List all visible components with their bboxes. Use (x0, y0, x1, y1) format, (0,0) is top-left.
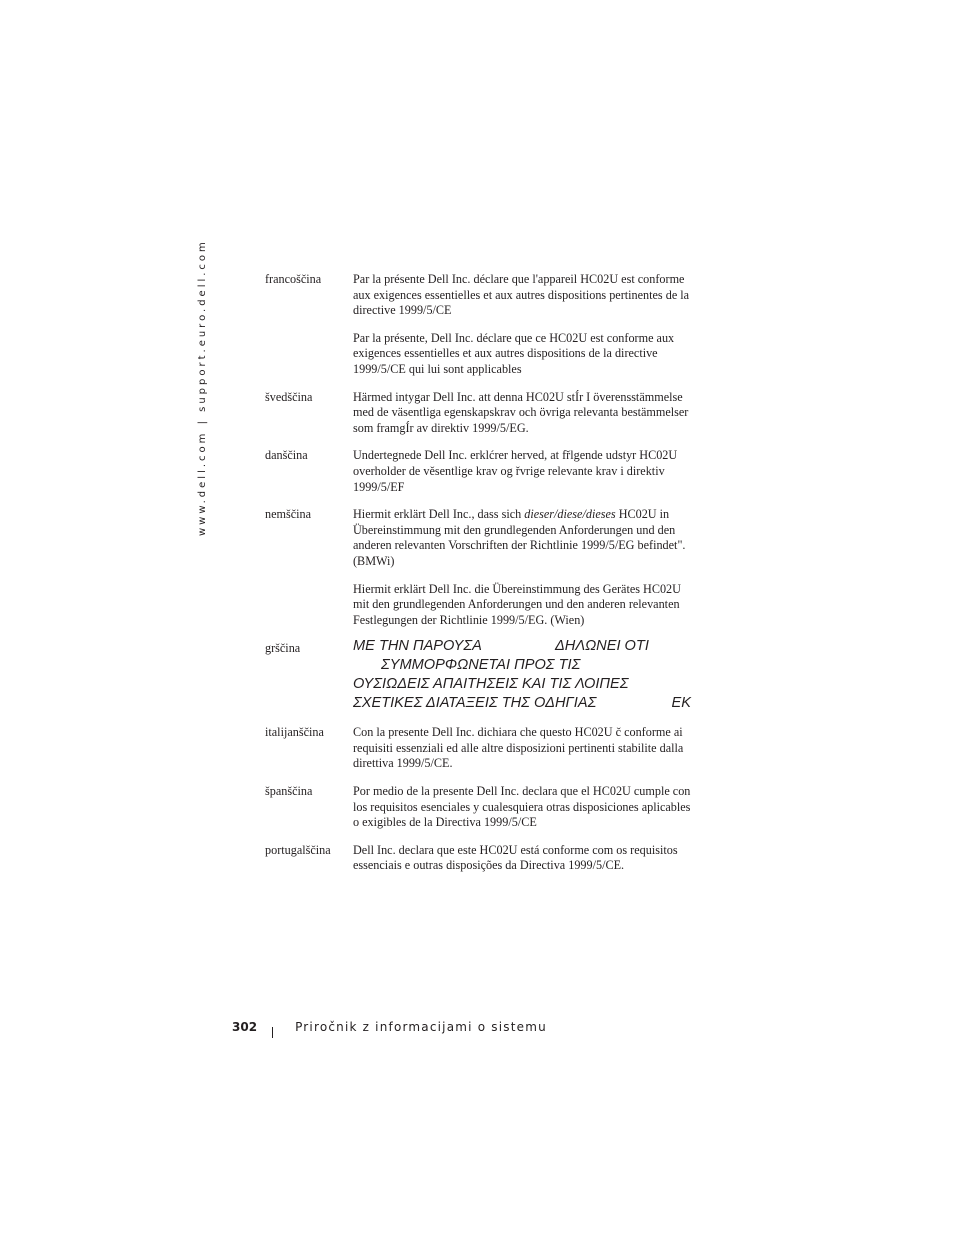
page-number: 302 (232, 1020, 258, 1034)
declaration-row-swedish (265, 390, 695, 449)
declaration-text: Por medio de la presente Dell Inc. declara que el HC02U cumple con los requisitos esenciales y cualesquiera otras disposiciones aplicables o exigibles de la Directiva 1999/5/CE (353, 784, 691, 830)
greek-fragment: ΔΗΛΩΝΕΙ ΟΤΙ (555, 638, 649, 655)
language-label: švedščina (265, 389, 313, 404)
greek-line (353, 656, 695, 675)
declaration-row-german (265, 507, 695, 640)
declaration-row-spanish (265, 784, 695, 843)
declaration-texts (353, 784, 695, 843)
text-after: HC02U in Übereinstimmung mit den grundlegenden Anforderungen und den anderen relevanten Vorschriften der Richtlinie 1999/5/EG befindet". (BMWi) (353, 507, 686, 568)
greek-line (353, 675, 695, 694)
declaration-text (353, 507, 695, 569)
declaration-text: Dell Inc. declara que este HC02U está conforme com os requisitos essenciais e outras disposições da Directiva 1999/5/CE. (353, 842, 678, 873)
declaration-texts (353, 725, 695, 784)
declaration-row-italian (265, 725, 695, 784)
declaration-text-greek (353, 637, 695, 713)
greek-fragment: ΣΧΕΤΙΚΕΣ ΔΙΑΤΑΞΕΙΣ ΤΗΣ ΟΔΗΓΙΑΣ (353, 695, 597, 712)
side-url: www.dell.com | support.euro.dell.com (197, 239, 208, 536)
greek-fragment: ΕΚ (671, 695, 691, 712)
greek-fragment: ΜΕ ΤΗΝ ΠΑΡΟΥΣΑ (353, 638, 482, 655)
declaration-row-danish (265, 448, 695, 507)
declaration-row-greek (265, 638, 695, 717)
language-label: grščina (265, 641, 301, 656)
language-label: danščina (265, 448, 308, 463)
language-label: nemščina (265, 507, 312, 522)
page-footer (232, 1020, 547, 1038)
declaration-row-french (265, 272, 695, 390)
declaration-texts (353, 272, 695, 390)
declaration-text: Par la présente, Dell Inc. déclare que ce HC02U est conforme aux exigences essentielles et aux autres dispositions de la directive 1999/5/CE qui lui sont applicables (353, 330, 675, 376)
footer-divider (272, 1027, 273, 1038)
declaration-text: Hiermit erklärt Dell Inc. die Übereinstimmung des Gerätes HC02U mit den grundlegenden Anforderungen und den anderen relevanten Festlegungen der Richtlinie 1999/5/EG. (Wien) (353, 581, 681, 627)
declaration-text: Con la presente Dell Inc. dichiara che questo HC02U č conforme ai requisiti essenziali ed alle altre disposizioni pertinenti stabilite dalla direttiva 1999/5/CE. (353, 725, 684, 771)
language-label: francoščina (265, 272, 322, 286)
declaration-texts (353, 507, 695, 640)
greek-fragment: ΣΥΜΜΟΡΦΩΝΕΤΑΙ ΠΡΟΣ ΤΙΣ (381, 657, 581, 674)
text-italic: dieser/diese/dieses (524, 507, 616, 522)
declarations-table (265, 272, 695, 886)
declaration-row-portuguese (265, 843, 695, 886)
declaration-texts (353, 390, 695, 449)
declaration-text: Undertegnede Dell Inc. erklćrer herved, at fřlgende udstyr HC02U overholder de věsentlige krav og řvrige relevante krav i direktiv 1999/5/EF (353, 448, 678, 494)
declaration-texts (353, 448, 695, 507)
language-label: španščina (265, 784, 313, 799)
greek-line (353, 637, 695, 656)
declaration-text: Härmed intygar Dell Inc. att denna HC02U stÍr I överensstämmelse med de väsentliga egenskapskrav och övriga relevanta bestämmelser som framgÍr av direktiv 1999/5/EG. (353, 389, 689, 435)
greek-line (353, 694, 691, 713)
language-label: portugalščina (265, 842, 331, 857)
footer-title: Priročnik z informacijami o sistemu (295, 1020, 547, 1034)
declaration-text: Par la présente Dell Inc. déclare que l'appareil HC02U est conforme aux exigences essentielles et aux autres dispositions pertinentes de la directive 1999/5/CE (353, 272, 690, 318)
text-before: Hiermit erklärt Dell Inc., dass sich (353, 507, 525, 522)
greek-fragment: ΟΥΣΙΩΔΕΙΣ ΑΠΑΙΤΗΣΕΙΣ ΚΑΙ ΤΙΣ ΛΟΙΠΕΣ (353, 676, 629, 693)
language-label: italijanščina (265, 725, 324, 740)
declaration-texts (353, 843, 695, 886)
